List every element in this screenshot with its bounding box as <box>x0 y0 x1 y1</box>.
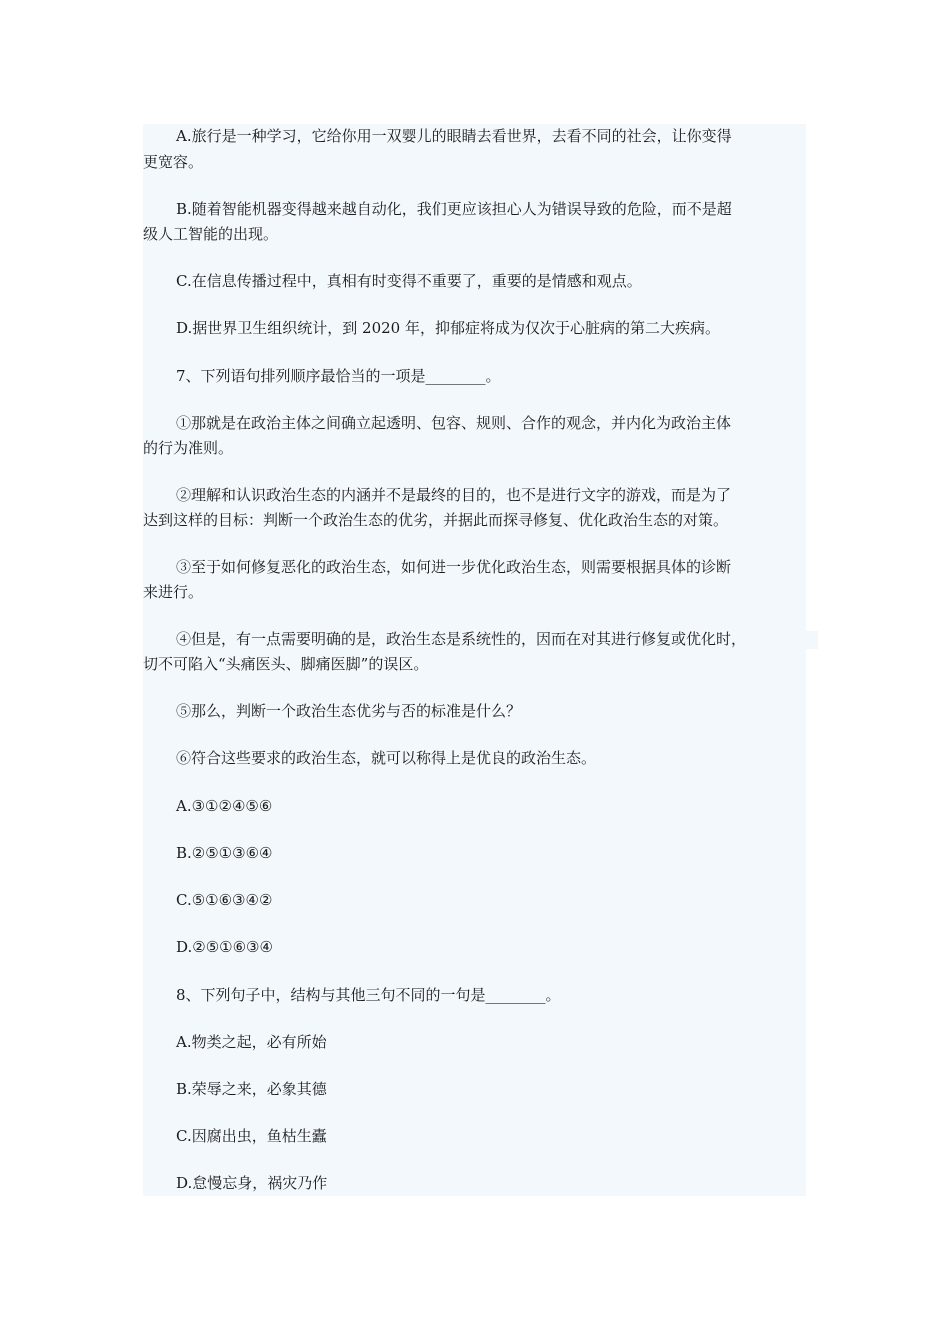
q6-option-a-line1: A.旅行是一种学习，它给你用一双婴儿的眼睛去看世界，去看不同的社会，让你变得 <box>176 127 732 145</box>
q7-sentence-3-line1: ③至于如何修复恶化的政治生态，如何进一步优化政治生态，则需要根据具体的诊断 <box>176 558 732 576</box>
q7-option-d: D.②⑤①⑥③④ <box>176 938 273 956</box>
q7-sentence-6: ⑥符合这些要求的政治生态，就可以称得上是优良的政治生态。 <box>176 749 597 767</box>
q7-sentence-2-line1: ②理解和认识政治生态的内涵并不是最终的目的，也不是进行文字的游戏，而是为了 <box>176 486 732 504</box>
q8-option-c: C.因腐出虫，鱼枯生蠹 <box>176 1127 327 1145</box>
q8-option-b: B.荣辱之来，必象其德 <box>176 1080 327 1098</box>
line-overflow-highlight <box>806 631 818 649</box>
q7-sentence-3-line2: 来进行。 <box>143 583 204 601</box>
q7-sentence-5: ⑤那么，判断一个政治生态优劣与否的标准是什么？ <box>176 702 522 720</box>
q7-stem: 7、下列语句排列顺序最恰当的一项是________。 <box>176 367 501 385</box>
q8-stem: 8、下列句子中，结构与其他三句不同的一句是________。 <box>176 986 561 1004</box>
q7-sentence-1-line2: 的行为准则。 <box>143 439 234 457</box>
q7-sentence-4-line1: ④但是，有一点需要明确的是，政治生态是系统性的，因而在对其进行修复或优化时， <box>176 630 747 648</box>
q8-option-a: A.物类之起，必有所始 <box>176 1033 327 1051</box>
q6-option-a-line2: 更宽容。 <box>143 153 204 171</box>
q8-option-d: D.怠慢忘身，祸灾乃作 <box>176 1174 328 1192</box>
q7-sentence-1-line1: ①那就是在政治主体之间确立起透明、包容、规则、合作的观念，并内化为政治主体 <box>176 414 732 432</box>
q7-option-b: B.②⑤①③⑥④ <box>176 844 273 862</box>
q6-option-d: D.据世界卫生组织统计，到 2020 年，抑郁症将成为仅次于心脏病的第二大疾病。 <box>176 319 720 337</box>
q7-option-c: C.⑤①⑥③④② <box>176 891 273 909</box>
q7-sentence-2-line2: 达到这样的目标：判断一个政治生态的优劣，并据此而探寻修复、优化政治生态的对策。 <box>143 511 729 529</box>
q6-option-b-line1: B.随着智能机器变得越来越自动化，我们更应该担心人为错误导致的危险，而不是超 <box>176 200 732 218</box>
q7-sentence-4-line2: 切不可陷入“头痛医头、脚痛医脚”的误区。 <box>143 655 429 673</box>
q7-option-a: A.③①②④⑤⑥ <box>176 797 273 815</box>
q6-option-b-line2: 级人工智能的出现。 <box>143 225 279 243</box>
q6-option-c: C.在信息传播过程中，真相有时变得不重要了，重要的是情感和观点。 <box>176 272 642 290</box>
